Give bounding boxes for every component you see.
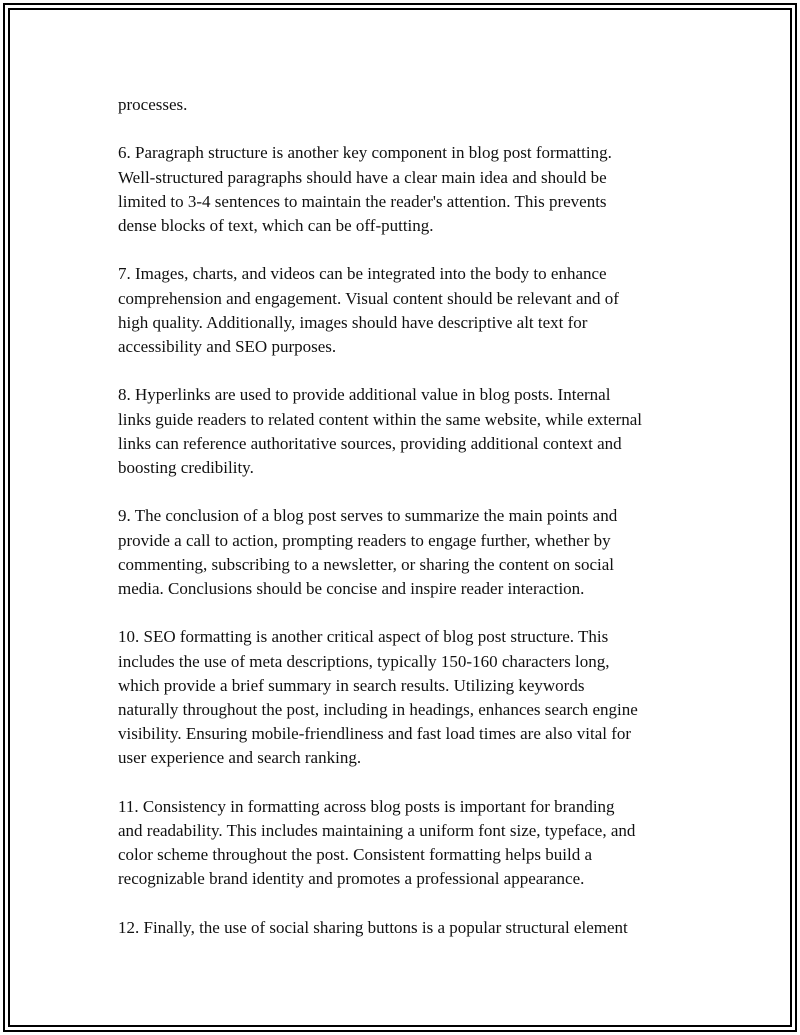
paragraph-continuation: processes. [118, 95, 188, 114]
paragraph-11-consistency: 11. Consistency in formatting across blog posts is important for branding and readability. This includes maintaining a uniform font size, typeface, and color scheme throughout the post. Consistent formatting helps build a recognizable brand identity and promotes a professional appearance. [118, 796, 636, 889]
paragraph-7-images: 7. Images, charts, and videos can be integrated into the body to enhance comprehension and engagement. Visual content should be relevant and of high quality. Additionally, images should have descriptive alt text for accessibility and SEO purposes. [118, 264, 619, 356]
paragraph-9-conclusion: 9. The conclusion of a blog post serves to summarize the main points and provide a call to action, prompting readers to engage further, whether by commenting, subscribing to a newsletter, or sharing the content on social media. Conclusions should be concise and inspire reader interaction. [118, 506, 618, 598]
document-body [118, 93, 690, 964]
paragraph-6-paragraph-structure: 6. Paragraph structure is another key component in blog post formatting. Well-structured paragraphs should have a clear main idea and should be limited to 3-4 sentences to maintain the reader's attention. This prevents dense blocks of text, which can be off-putting. [118, 143, 612, 235]
paragraph-12-social-sharing: 12. Finally, the use of social sharing buttons is a popular structural element [118, 917, 628, 937]
paragraph-10-seo: 10. SEO formatting is another critical aspect of blog post structure. This includes the use of meta descriptions, typically 150-160 characters long, which provide a brief summary in search results. Utilizing keywords naturally throughout the post, including in headings, enhances search engine visibility. Ensuring mobile-friendliness and fast load times are also vital for user experience and search ranking. [118, 627, 638, 768]
paragraph-8-hyperlinks: 8. Hyperlinks are used to provide additional value in blog posts. Internal links guide readers to related content within the same website, while external links can reference authoritative sources, providing additional context and boosting credibility. [118, 385, 642, 477]
